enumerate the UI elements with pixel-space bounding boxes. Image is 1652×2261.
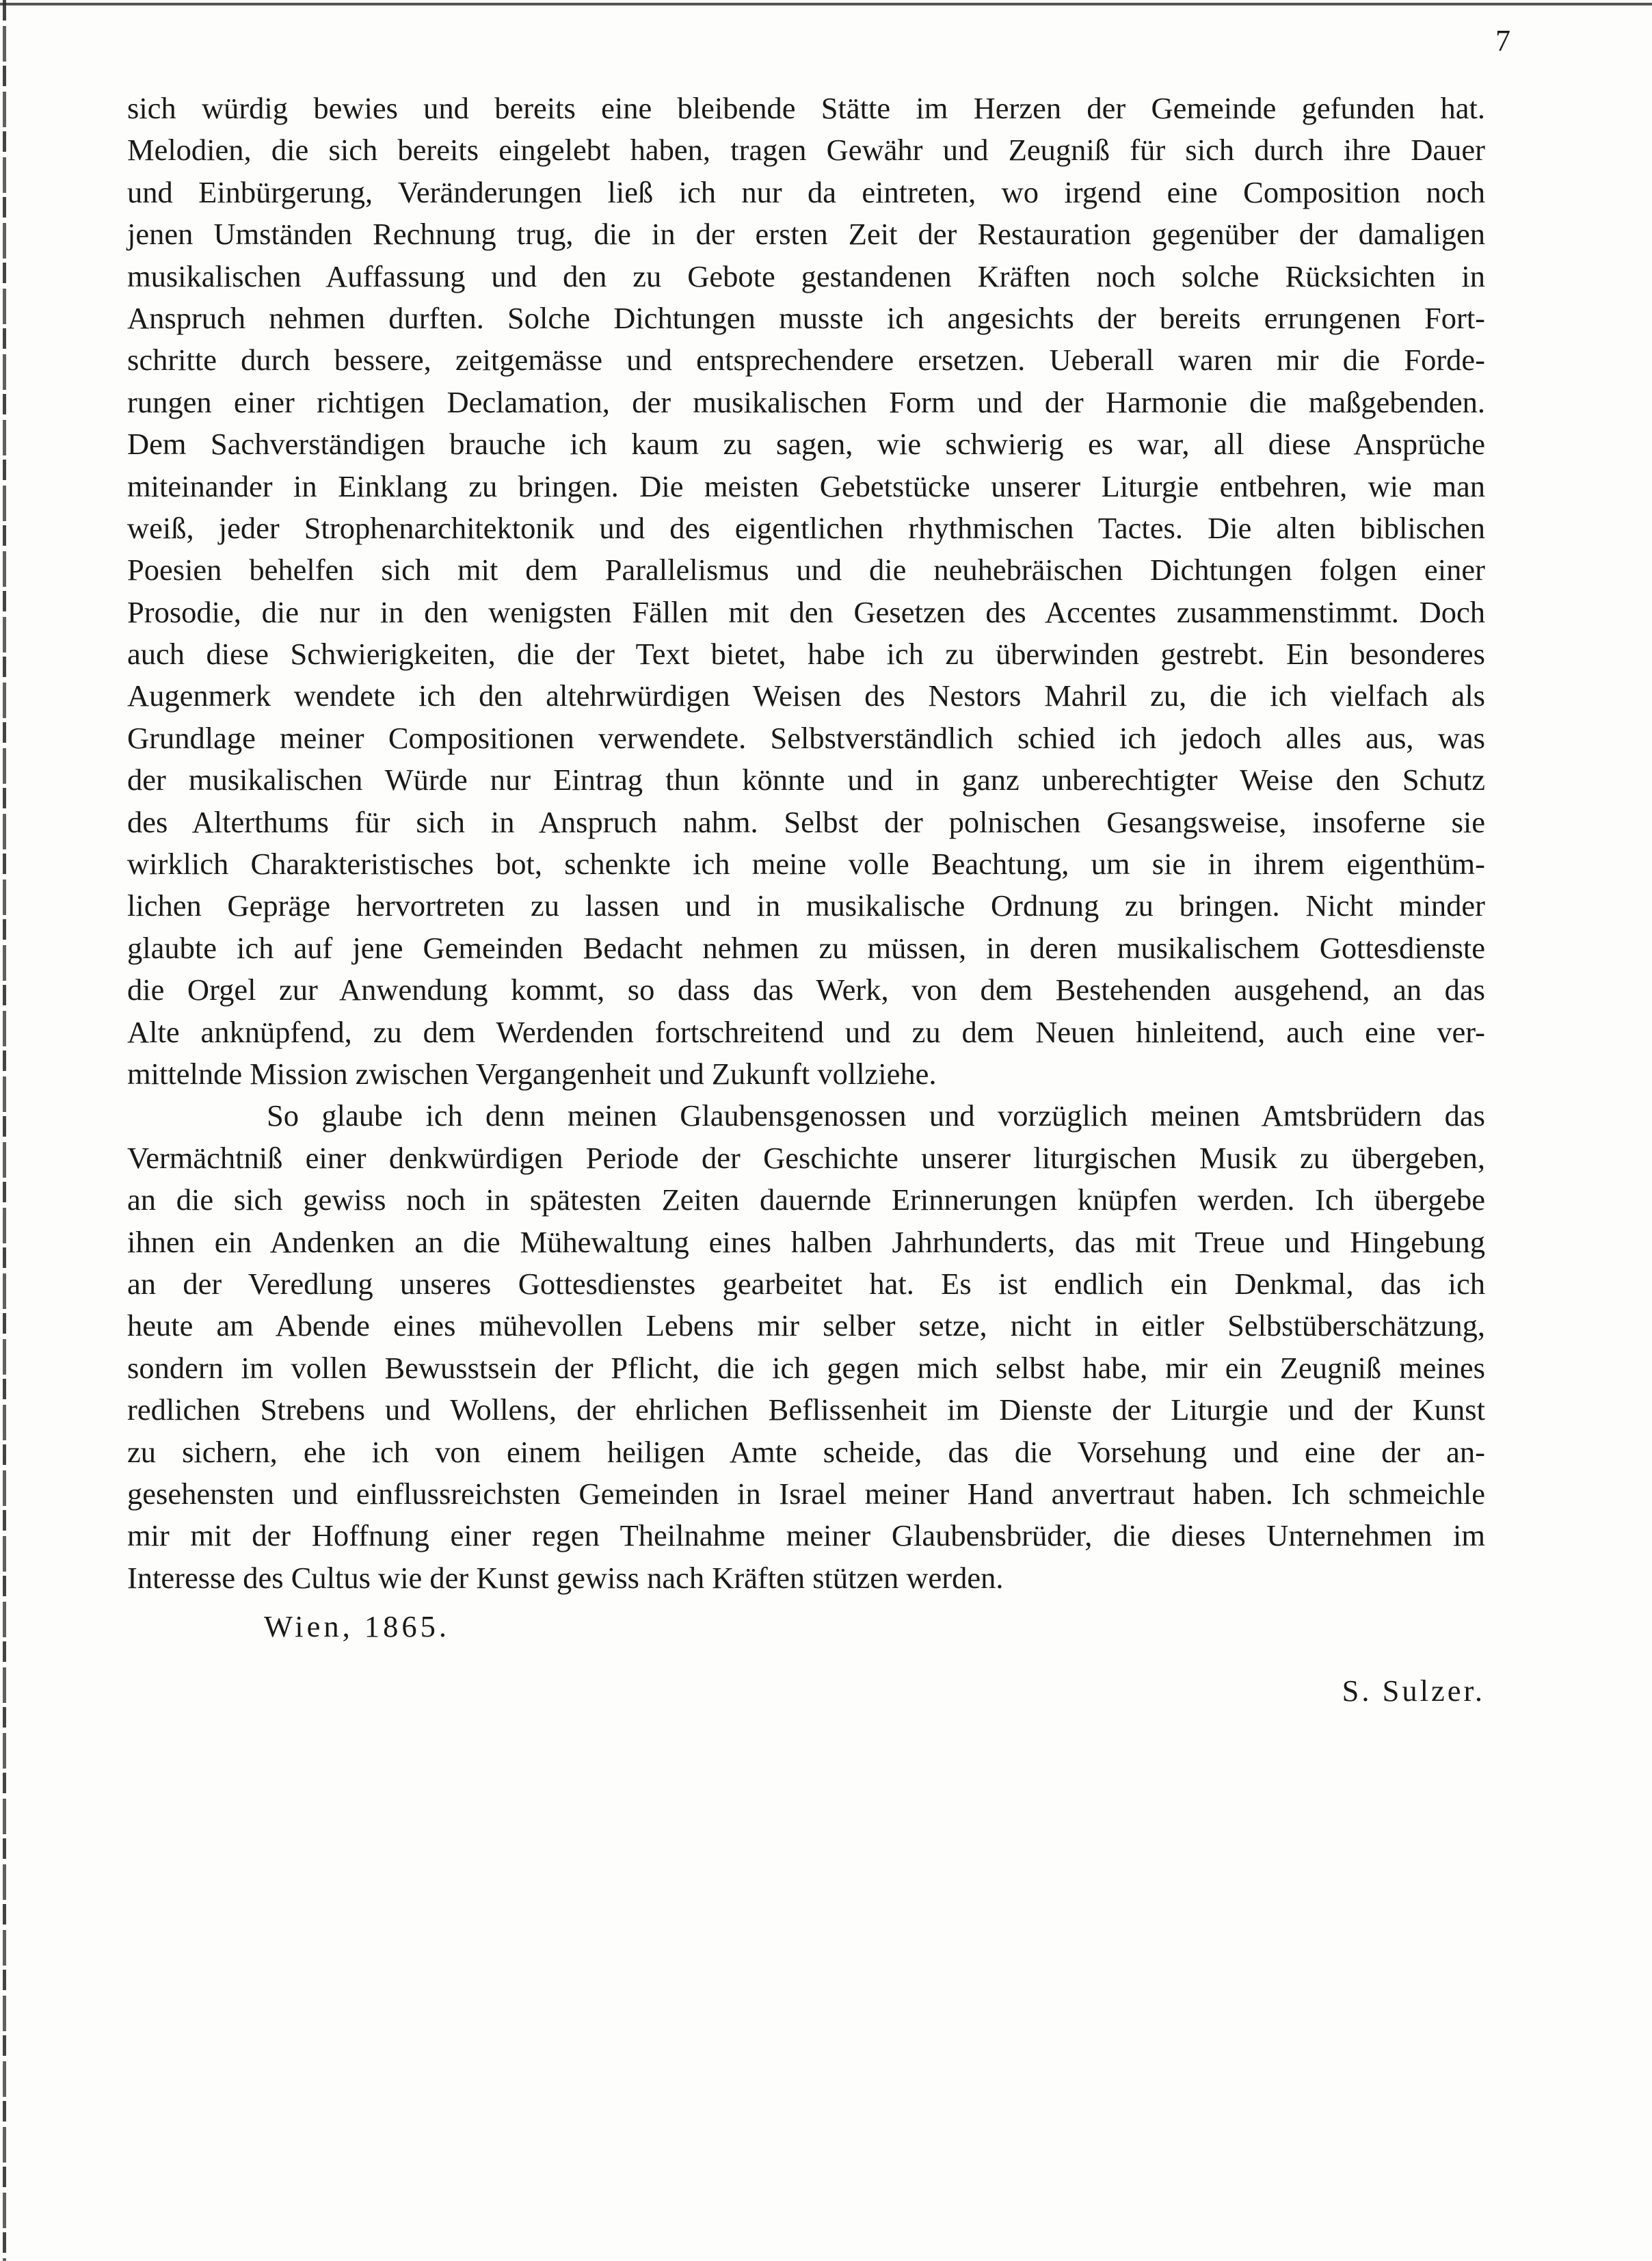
text-line: heute am Abende eines mühevollen Lebens mir selber setze, nicht in eitler Selbstüberschätzung, (127, 1308, 1485, 1343)
paragraph-end-line: mittelnde Mission zwischen Vergangenheit und Zukunft vollziehe. (127, 1056, 937, 1091)
text-line: der musikalischen Würde nur Eintrag thun könnte und in ganz unberechtigter Weise den Schutz (127, 763, 1485, 797)
text-line: zu sichern, ehe ich von einem heiligen Amte scheide, das die Vorsehung und eine der an- (127, 1434, 1485, 1469)
text-line: mir mit der Hoffnung einer regen Theilnahme meiner Glaubensbrüder, die dieses Unternehmen im (127, 1518, 1485, 1553)
text-line: und Einbürgerung, Veränderungen ließ ich nur da eintreten, wo irgend eine Composition noch (127, 174, 1485, 209)
text-line: rungen einer richtigen Declamation, der musikalischen Form und der Harmonie die maßgebenden. (127, 384, 1485, 419)
text-line: redlichen Strebens und Wollens, der ehrlichen Beflissenheit im Dienste der Liturgie und der Kunst (127, 1392, 1485, 1427)
text-line: Poesien behelfen sich mit dem Parallelismus und die neuhebräischen Dichtungen folgen einer (127, 553, 1485, 587)
author-signature: S. Sulzer. (1342, 1674, 1485, 1708)
page-number: 7 (1495, 24, 1511, 57)
text-line: Anspruch nehmen durften. Solche Dichtungen musste ich angesichts der bereits errungenen Fort- (127, 300, 1485, 335)
text-line: miteinander in Einklang zu bringen. Die meisten Gebetstücke unserer Liturgie entbehren, wie man (127, 468, 1485, 503)
text-line: sich würdig bewies und bereits eine bleibende Stätte im Herzen der Gemeinde gefunden hat. (127, 91, 1485, 125)
body-text (127, 88, 1485, 1599)
place-date: Wien, 1865. (264, 1609, 450, 1643)
text-line: lichen Gepräge hervortreten zu lassen und in musikalische Ordnung zu bringen. Nicht minder (127, 888, 1485, 923)
paragraph-start-line: So glaube ich denn meinen Glaubensgenossen und vorzüglich meinen Amtsbrüdern das (267, 1098, 1485, 1133)
text-line: des Alterthums für sich in Anspruch nahm. Selbst der polnischen Gesangsweise, insoferne sie (127, 804, 1485, 839)
text-line: jenen Umständen Rechnung trug, die in der ersten Zeit der Restauration gegenüber der damaligen (127, 217, 1485, 252)
text-line: Melodien, die sich bereits eingelebt haben, tragen Gewähr und Zeugniß für sich durch ihre Dauer (127, 133, 1485, 168)
paragraph-end-line: Interesse des Cultus wie der Kunst gewiss nach Kräften stützen werden. (127, 1560, 1004, 1595)
text-line: weiß, jeder Strophenarchitektonik und des eigentlichen rhythmischen Tactes. Die alten biblischen (127, 510, 1485, 545)
text-line: Dem Sachverständigen brauche ich kaum zu sagen, wie schwierig es war, all diese Ansprüche (127, 427, 1485, 462)
text-line: wirklich Charakteristisches bot, schenkte ich meine volle Beachtung, um sie in ihrem eigenthüm- (127, 847, 1485, 882)
text-line: an die sich gewiss noch in spätesten Zeiten dauernde Erinnerungen knüpfen werden. Ich übergebe (127, 1182, 1485, 1217)
text-line: ihnen ein Andenken an die Mühewaltung eines halben Jahrhunderts, das mit Treue und Hingebung (127, 1224, 1485, 1259)
text-line: an der Veredlung unseres Gottesdienstes gearbeitet hat. Es ist endlich ein Denkmal, das ich (127, 1266, 1485, 1301)
text-line: gesehensten und einflussreichsten Gemeinden in Israel meiner Hand anvertraut haben. Ich schmeichle (127, 1476, 1485, 1511)
text-line: Alte anknüpfend, zu dem Werdenden fortschreitend und zu dem Neuen hinleitend, auch eine ver- (127, 1014, 1485, 1049)
text-line: sondern im vollen Bewusstsein der Pflicht, die ich gegen mich selbst habe, mir ein Zeugniß meines (127, 1350, 1485, 1385)
text-line: Grundlage meiner Compositionen verwendete. Selbstverständlich schied ich jedoch alles aus, was (127, 720, 1485, 755)
text-line: schritte durch bessere, zeitgemässe und entsprechendere ersetzen. Ueberall waren mir die Forde- (127, 343, 1485, 378)
text-line: Vermächtniß einer denkwürdigen Periode der Geschichte unserer liturgischen Musik zu übergeben, (127, 1140, 1485, 1175)
text-line: Prosodie, die nur in den wenigsten Fällen mit den Gesetzen des Accentes zusammenstimmt. Doch (127, 594, 1485, 629)
scan-edge-top (0, 3, 1652, 5)
text-line: musikalischen Auffassung und den zu Gebote gestandenen Kräften noch solche Rücksichten in (127, 259, 1485, 293)
text-line: glaubte ich auf jene Gemeinden Bedacht nehmen zu müssen, in deren musikalischem Gottesdienste (127, 930, 1485, 965)
text-line: die Orgel zur Anwendung kommt, so dass das Werk, von dem Bestehenden ausgehend, an das (127, 973, 1485, 1007)
scan-edge-left (3, 0, 6, 2261)
text-line: auch diese Schwierigkeiten, die der Text bietet, habe ich zu überwinden gestrebt. Ein besonderes (127, 637, 1485, 672)
text-line: Augenmerk wendete ich den altehrwürdigen Weisen des Nestors Mahril zu, die ich vielfach als (127, 678, 1485, 713)
